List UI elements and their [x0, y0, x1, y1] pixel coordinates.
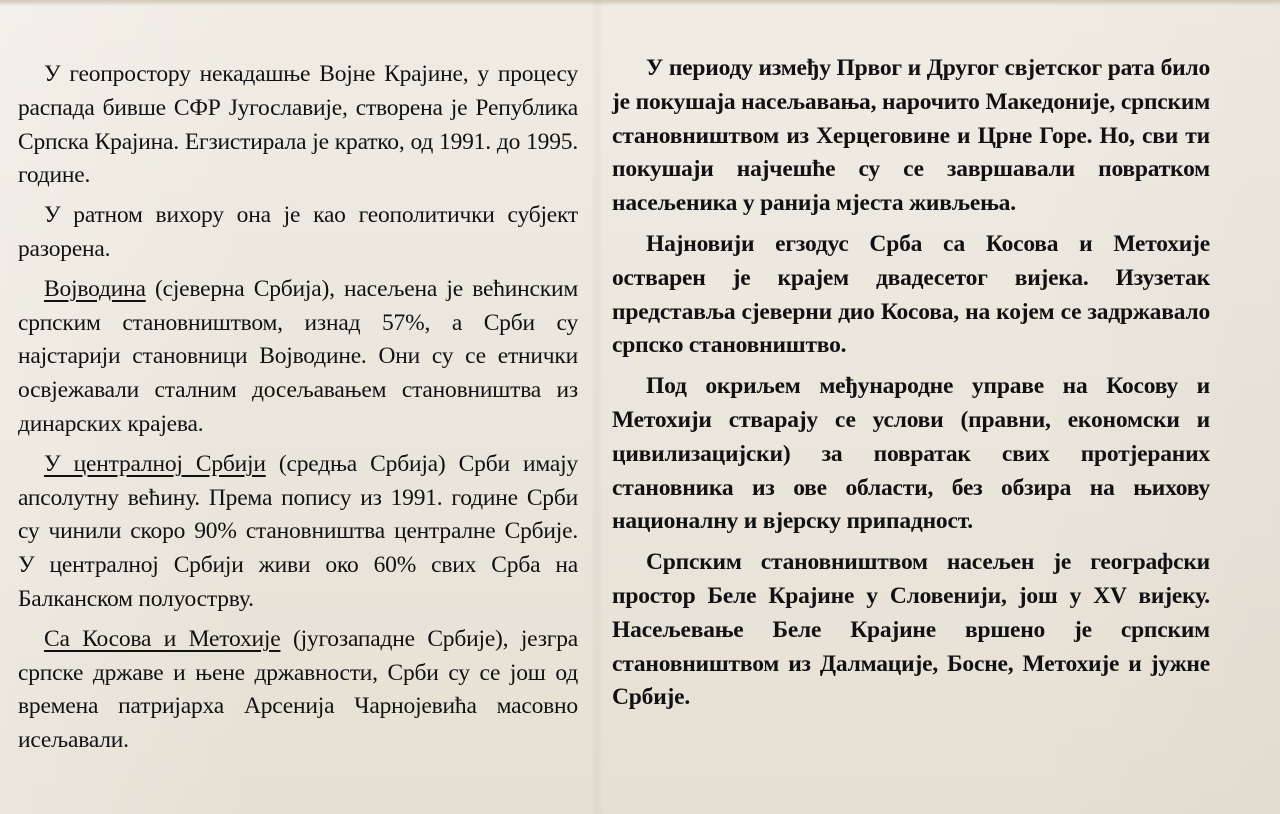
column-gutter-shadow	[590, 0, 604, 814]
left-paragraph-5	[18, 623, 578, 758]
paragraph-text: Српским становништвом насељен је географски простор Беле Крајине у Словенији, још у XV вијеку. Насељевање Беле Крајине вршено је српским становништвом из Далмације, Босне, Метохије и јужне Србије.	[612, 549, 1210, 711]
right-paragraph-2	[612, 228, 1210, 363]
underlined-term: У централној Србији	[44, 450, 266, 477]
right-paragraph-3	[612, 370, 1210, 539]
right-paragraph-1	[612, 52, 1210, 221]
paragraph-text: (југозападне Србије), језгра српске државе и њене државности, Срби су се још од времена патријарха Арсенија Чарнојевића масовно исељавали.	[18, 625, 579, 754]
left-text-column	[18, 58, 578, 764]
right-text-column	[612, 52, 1210, 722]
paragraph-text: У ратном вихору она је као геополитички субјект разорена.	[18, 202, 578, 262]
left-paragraph-4	[18, 448, 578, 617]
left-paragraph-2	[18, 199, 578, 267]
paragraph-text: (сјеверна Србија), насељена је већинским српским становништвом, изнад 57%, а Срби су најстарији становници Војводине. Они су се етнички освјежавали сталним досељавањем становништва из динарских крајева.	[18, 275, 578, 437]
paragraph-text: Под окриљем међународне управе на Косову и Метохији стварају се услови (правни, економски и цивилизацијски) за повратак свих протјераних становника из ове области, без обзира на њихову националну и вјерску припадност.	[612, 373, 1210, 535]
underlined-term: Војводина	[44, 275, 146, 302]
left-paragraph-3	[18, 273, 578, 442]
paragraph-text: (средња Србија) Срби имају апсолутну већину. Према попису из 1991. године Срби су чинили скоро 90% становништва централне Србије. У централној Србији живи око 60% свих Срба на Балканском полуострву.	[18, 450, 578, 612]
underlined-term: Са Косова и Метохије	[44, 625, 281, 652]
paragraph-text: У геопростору некадашње Војне Крајине, у процесу распада бивше СФР Југославије, створена је Република Српска Крајина. Егзистирала је кратко, од 1991. до 1995. године.	[18, 61, 578, 189]
page-top-edge	[0, 0, 1280, 6]
paragraph-text: У периоду између Првог и Другог свјетског рата било је покушаја насељавања, нарочито Македоније, српским становништвом из Херцеговине и Црне Горе. Но, сви ти покушаји најчешће су се завршавали повратком насељеника у ранија мјеста живљења.	[612, 55, 1210, 217]
paragraph-text: Најновији егзодус Срба са Косова и Метохије остварен је крајем двадесетог вијека. Изузетак представља сјеверни дио Косова, на којем се задржавало српско становништво.	[612, 230, 1210, 359]
right-paragraph-4	[612, 546, 1210, 715]
left-paragraph-1	[18, 58, 578, 193]
